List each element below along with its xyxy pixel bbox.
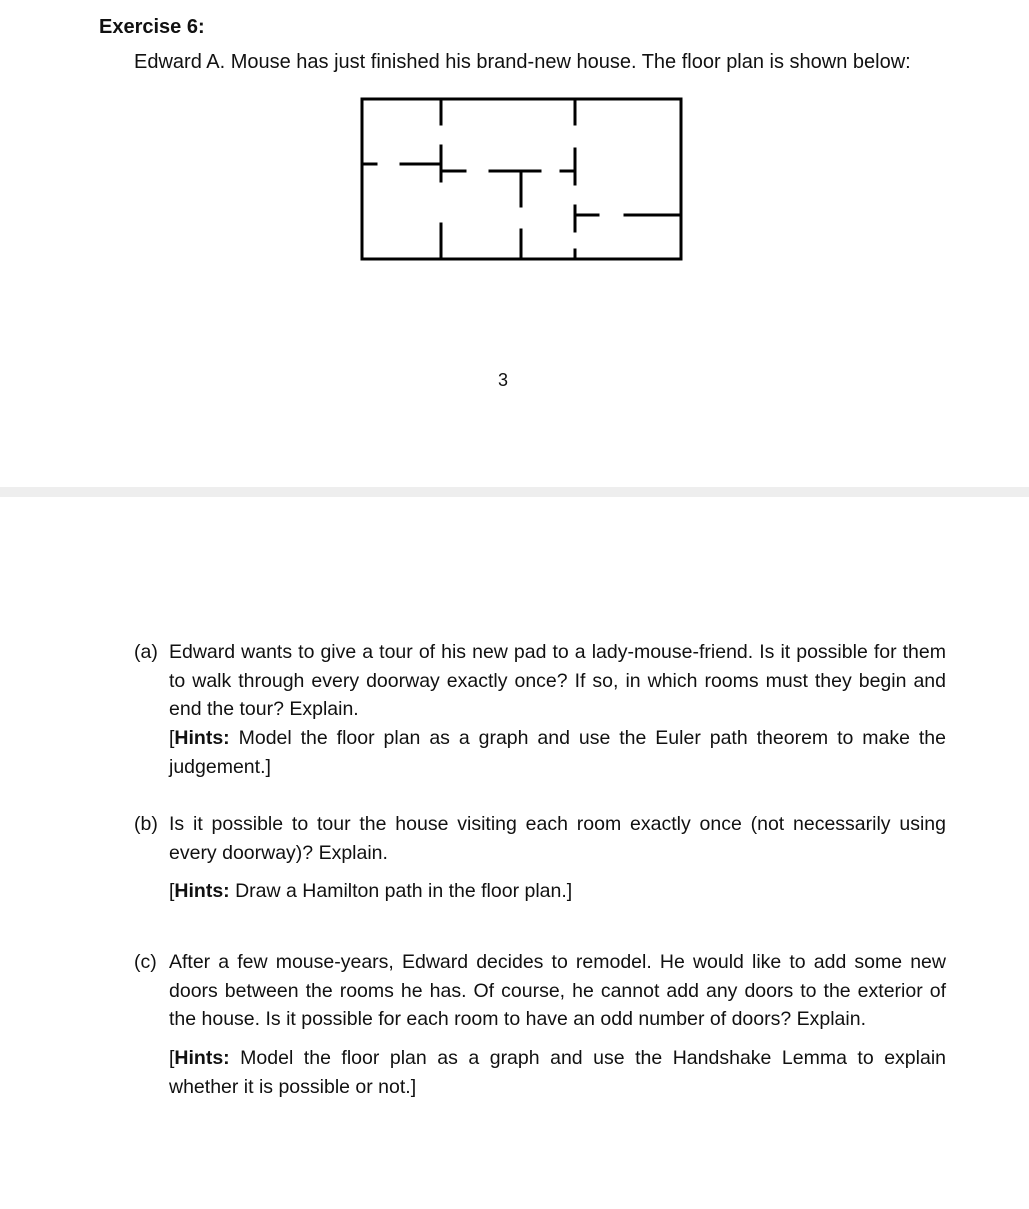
question-label: (b) bbox=[134, 813, 158, 835]
exercise-title: Exercise 6: bbox=[99, 16, 205, 38]
hint-text: Model the floor plan as a graph and use the Euler path theorem to make the judgement.] bbox=[169, 727, 946, 778]
hint-text: Draw a Hamilton path in the floor plan.] bbox=[229, 880, 573, 903]
hint-label: Hints: bbox=[174, 1047, 230, 1070]
hint: [Hints: Draw a Hamilton path in the floor plan.] bbox=[169, 880, 573, 903]
question-text: Is it possible to tour the house visiting each room exactly once (not necessarily using every doorway)? Explain. bbox=[169, 813, 946, 864]
hint-text: Model the floor plan as a graph and use the Handshake Lemma to explain whether it is possible or not.] bbox=[169, 1047, 946, 1098]
question-a bbox=[134, 638, 946, 782]
question-text: Edward wants to give a tour of his new pad to a lady-mouse-friend. Is it possible for them to walk through every doorway exactly once? If so, in which rooms must they begin and end the tour? Explain. bbox=[169, 641, 946, 721]
question-c bbox=[134, 948, 946, 1102]
question-text: After a few mouse-years, Edward decides to remodel. He would like to add some new doors between the rooms he has. Of course, he cannot add any doors to the exterior of the house. Is it possible for each room to have an odd number of doors? Explain. bbox=[169, 951, 946, 1031]
question-label: (a) bbox=[134, 641, 158, 663]
floor-plan-diagram bbox=[359, 96, 685, 262]
question-b bbox=[134, 810, 946, 906]
hint: [Hints: Model the floor plan as a graph and use the Handshake Lemma to explain whether it is possible or not.] bbox=[169, 1047, 946, 1098]
hint: [Hints: Model the floor plan as a graph and use the Euler path theorem to make the judgement.] bbox=[169, 727, 946, 778]
exercise-intro: Edward A. Mouse has just finished his brand-new house. The floor plan is shown below: bbox=[134, 51, 911, 73]
page-number: 3 bbox=[497, 370, 508, 390]
page-break bbox=[0, 487, 1029, 497]
question-label: (c) bbox=[134, 951, 157, 973]
hint-label: Hints: bbox=[174, 727, 230, 750]
hint-label: Hints: bbox=[174, 880, 230, 903]
